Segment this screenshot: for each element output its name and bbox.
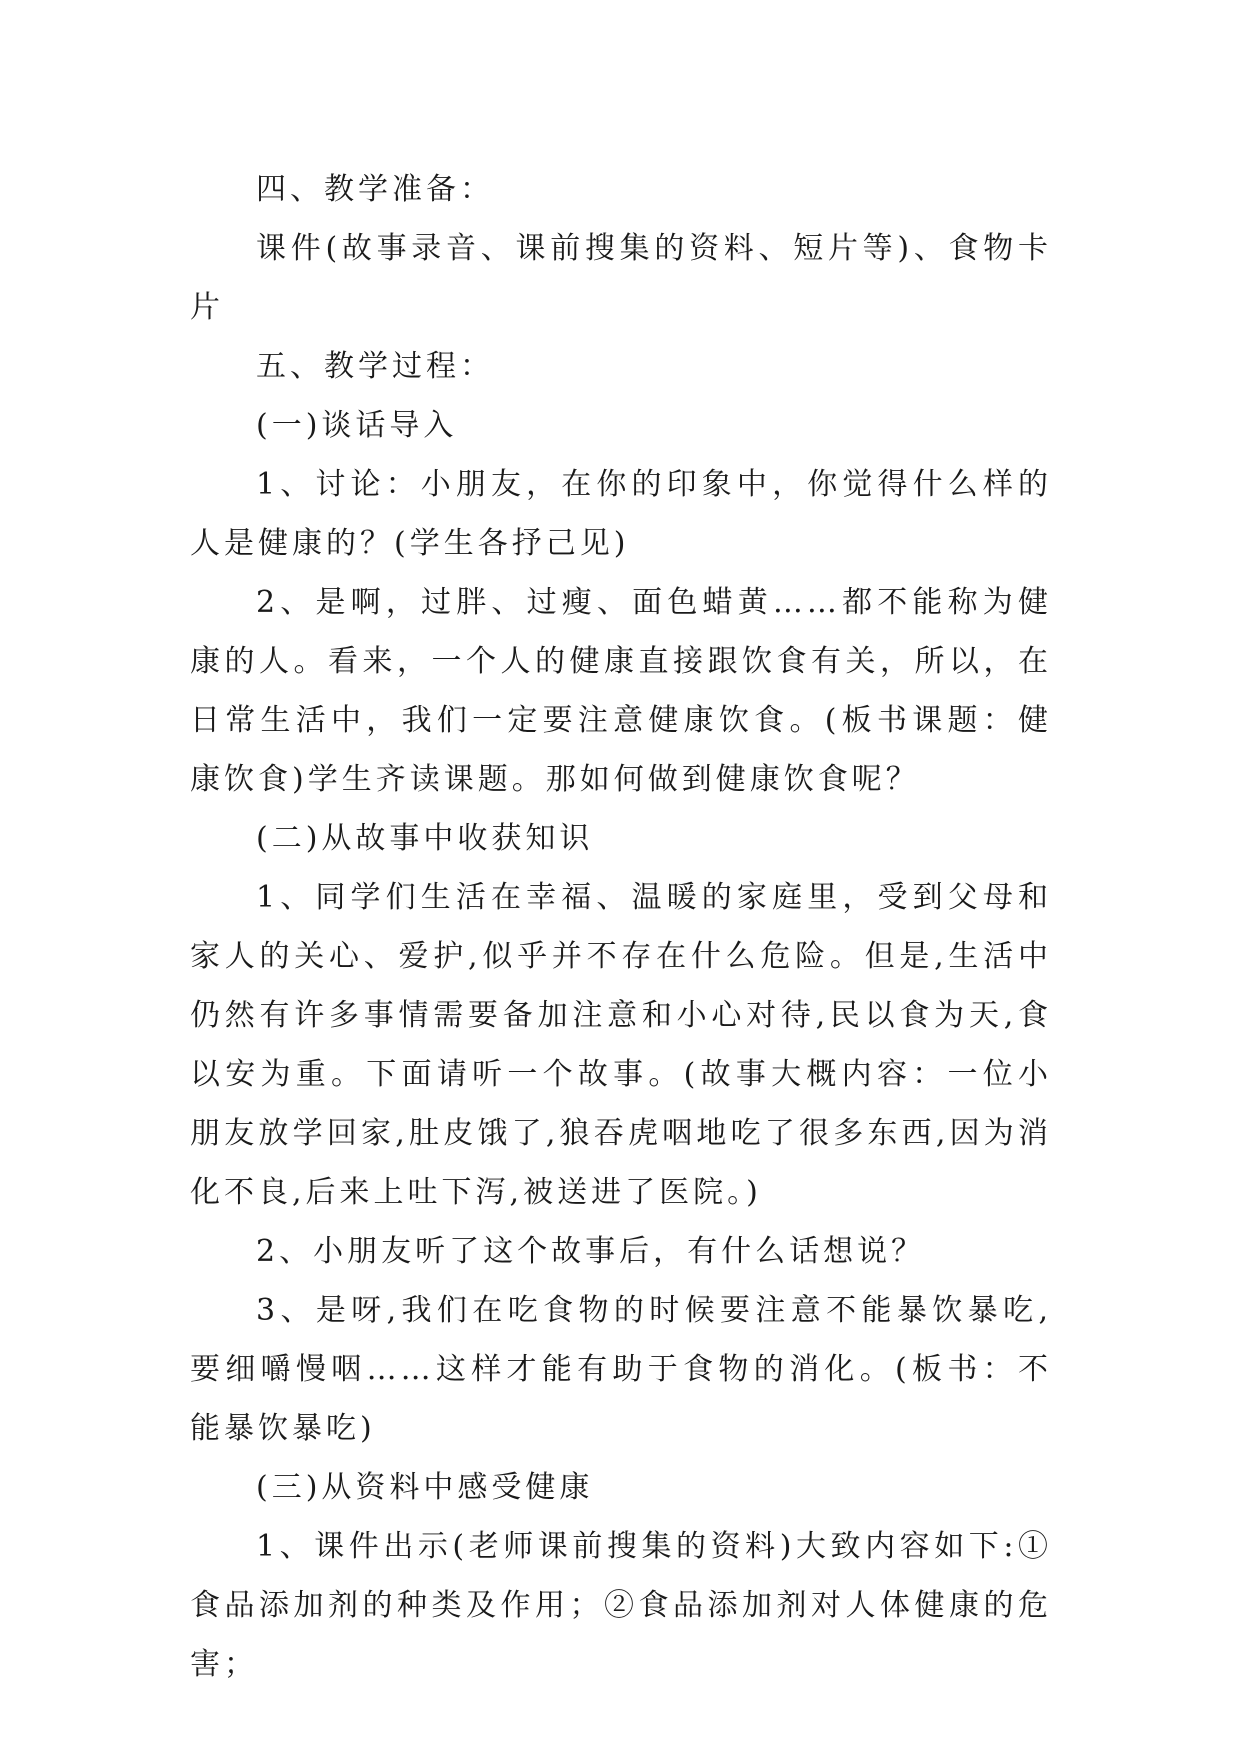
heading-teaching-process: 五、教学过程：	[256, 349, 494, 384]
paragraph-healthy-diet: 2、是啊，过胖、过瘦、面色蜡黄……都不能称为健康的人。看来，一个人的健康直接跟饮食有关，所以，在日常生活中，我们一定要注意健康饮食。(板书课题：健康饮食)学生齐读课题。那如何做到健康饮食呢？	[190, 585, 1052, 797]
section-heading-story: (二)从故事中收获知识	[256, 821, 594, 856]
paragraph-eating-slowly: 3、是呀,我们在吃食物的时候要注意不能暴饮暴吃,要细嚼慢咽……这样才能有助于食物的消化。(板书：不能暴饮暴吃)	[190, 1293, 1052, 1446]
section-heading-materials: (三)从资料中感受健康	[256, 1470, 594, 1505]
paragraph-story: 1、同学们生活在幸福、温暖的家庭里，受到父母和家人的关心、爱护,似乎并不存在什么危险。但是,生活中仍然有许多事情需要备加注意和小心对待,民以食为天,食以安为重。下面请听一个故事。(故事大概内容：一位小朋友放学回家,肚皮饿了,狼吞虎咽地吃了很多东西,因为消化不良,后来上吐下泻,被送进了医院。)	[190, 880, 1052, 1210]
document-body	[190, 160, 1052, 1694]
preparation-materials: 课件(故事录音、课前搜集的资料、短片等)、食物卡片	[190, 231, 1052, 325]
paragraph-discussion: 1、讨论：小朋友，在你的印象中，你觉得什么样的人是健康的？(学生各抒己见)	[190, 467, 1052, 561]
heading-teaching-preparation: 四、教学准备：	[256, 172, 494, 207]
paragraph-story-response: 2、小朋友听了这个故事后，有什么话想说？	[256, 1234, 926, 1269]
paragraph-food-additives: 1、课件出示(老师课前搜集的资料)大致内容如下:①食品添加剂的种类及作用；②食品添加剂对人体健康的危害；	[190, 1529, 1052, 1682]
section-heading-introduction: (一)谈话导入	[256, 408, 458, 443]
